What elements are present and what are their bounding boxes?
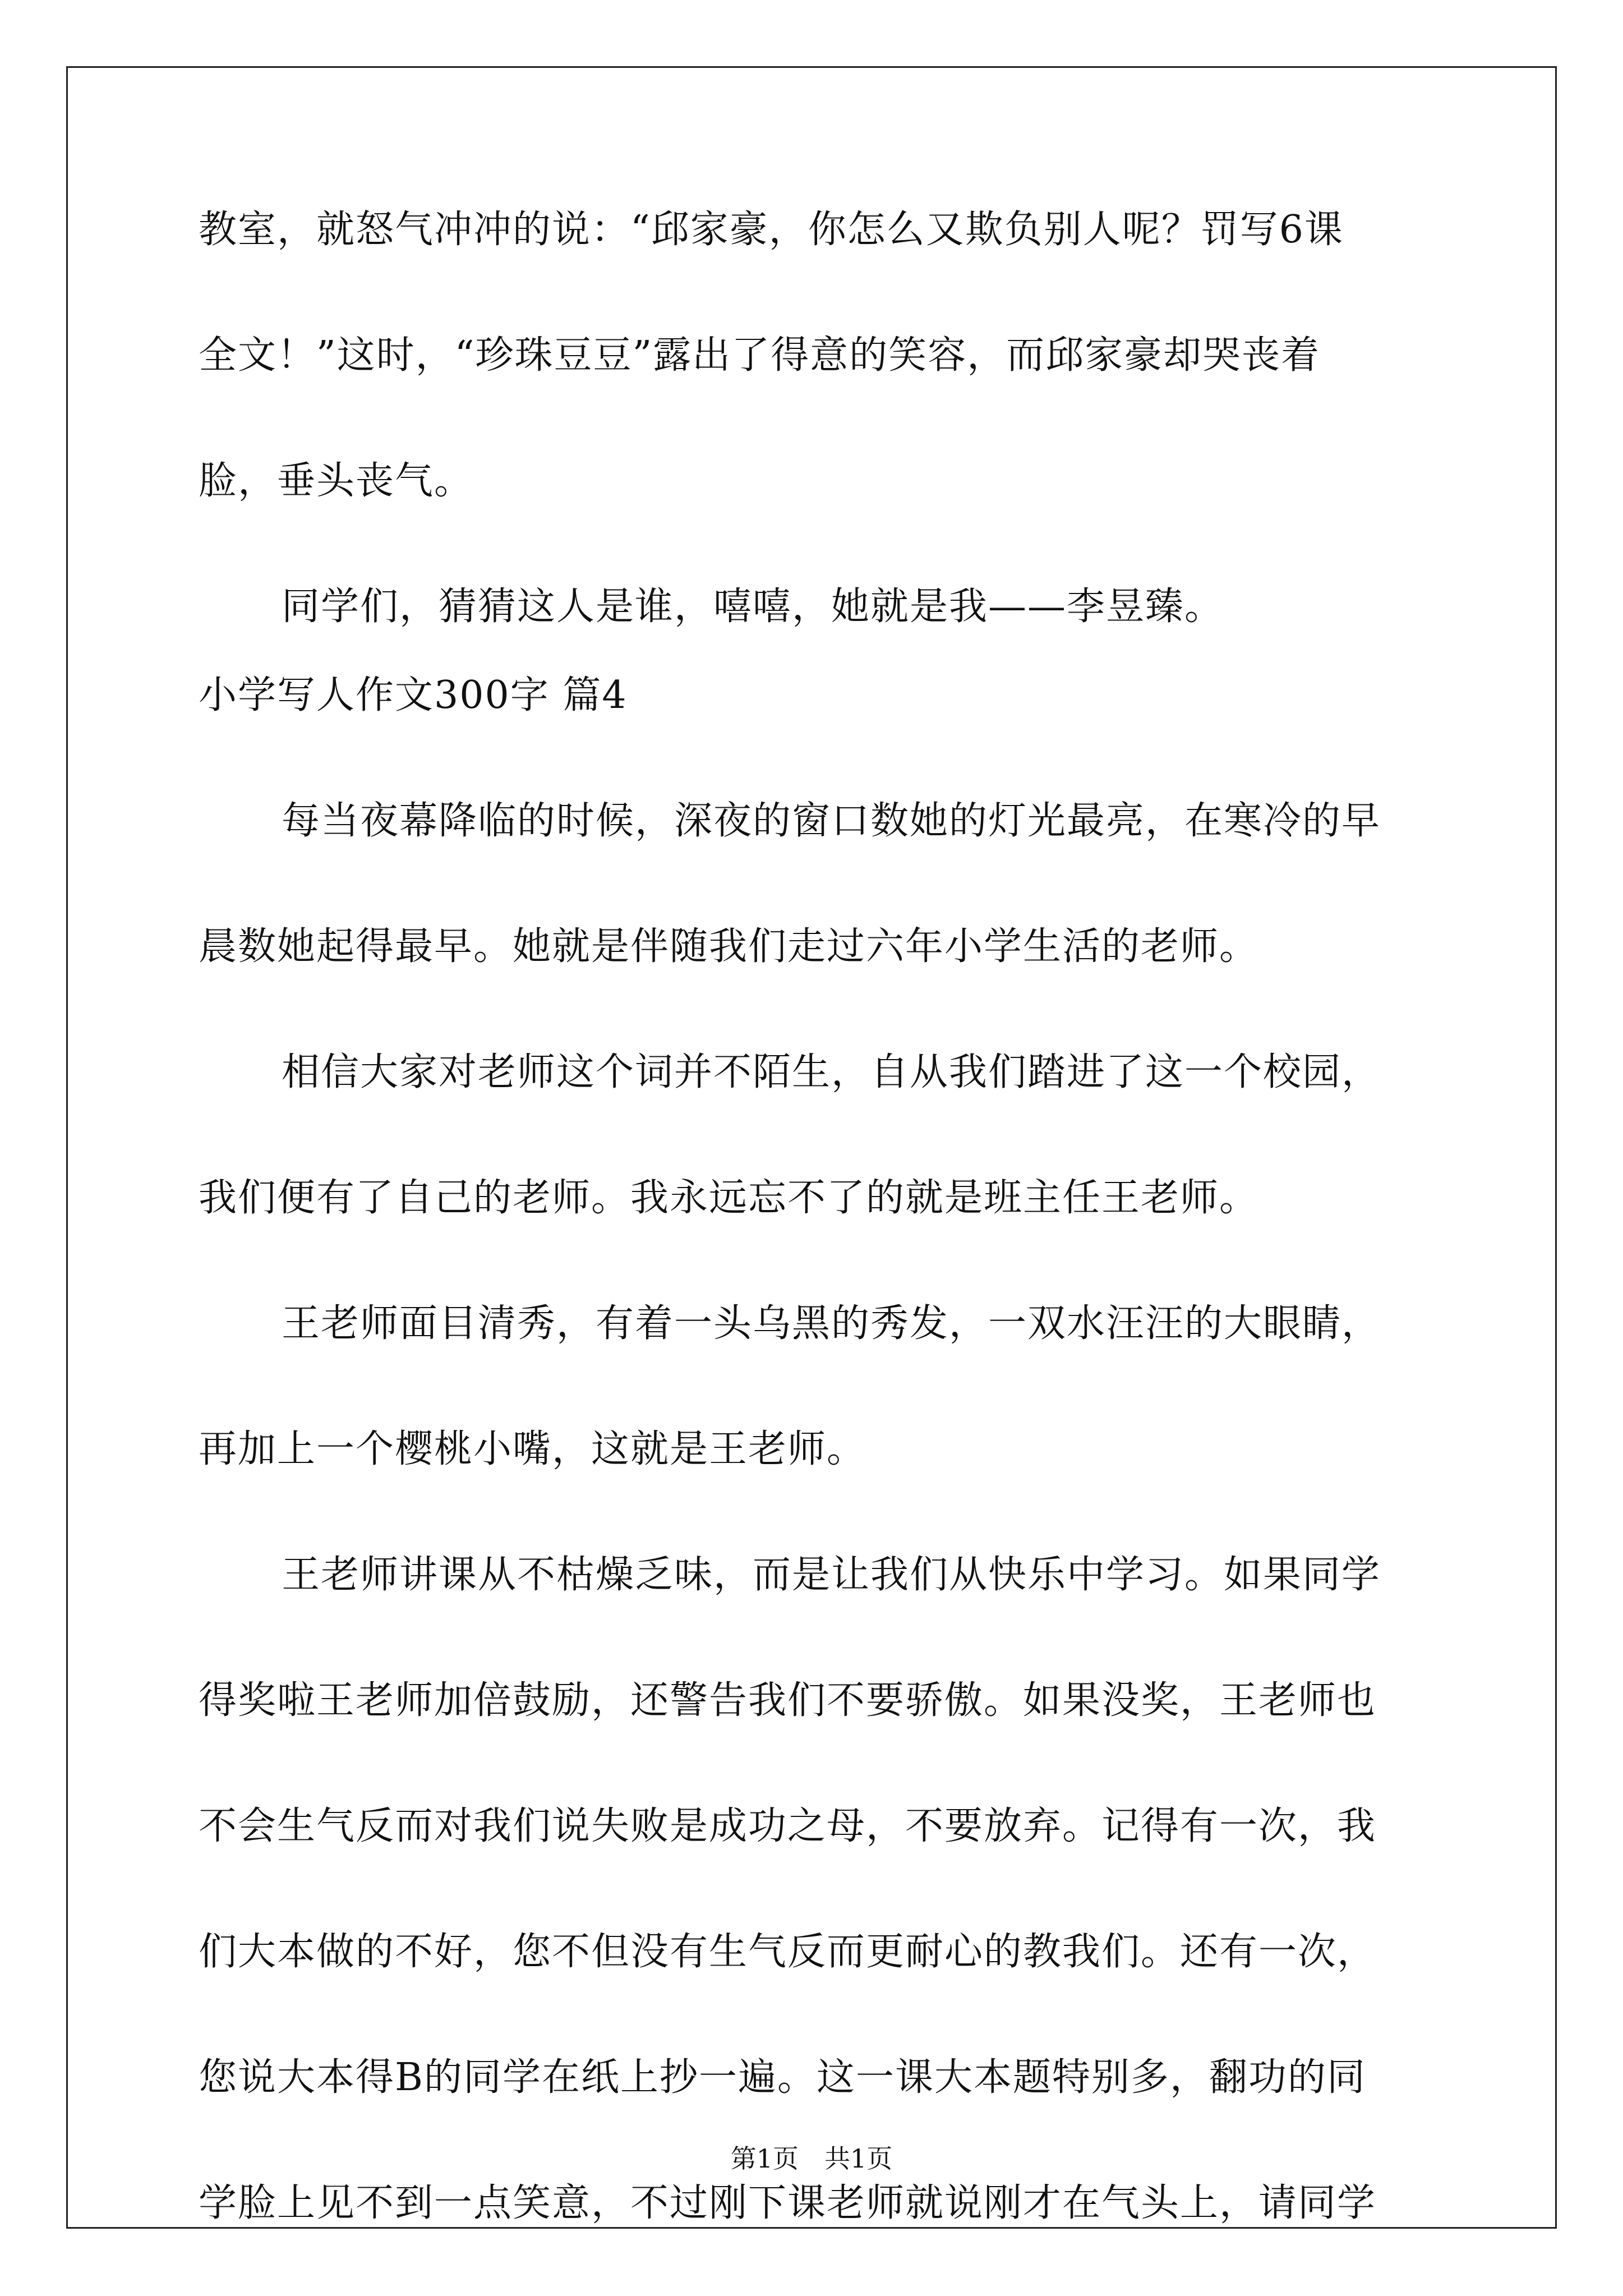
text-line: 全文！”这时，“珍珠豆豆”露出了得意的笑容，而邱家豪却哭丧着 (199, 333, 1321, 378)
text-line: 您说大本得B的同学在纸上抄一遍。这一课大本题特别多，翻功的同 (199, 2055, 1366, 2100)
paragraph (199, 1301, 1431, 1472)
text-line: 教室，就怒气冲冲的说：“邱家豪，你怎么又欺负别人呢？罚写6课 (199, 208, 1344, 252)
text-line: 我们便有了自己的老师。我永远忘不了的就是班主任王老师。 (199, 1176, 1259, 1220)
text-line: 们大本做的不好，您不但没有生气反而更耐心的教我们。还有一次， (199, 1930, 1377, 1974)
section-heading: 小学写人作文300字 篇4 (199, 673, 628, 717)
text-line: 相信大家对老师这个词并不陌生，自从我们踏进了这一个校园， (282, 1050, 1381, 1094)
text-line: 同学们，猜猜这人是谁，嘻嘻，她就是我——李昱臻。 (282, 585, 1224, 629)
paragraph (199, 208, 1431, 504)
text-line: 得奖啦王老师加倍鼓励，还警告我们不要骄傲。如果没奖，王老师也 (199, 1678, 1377, 1723)
text-line: 不会生气反而对我们说失败是成功之母，不要放弃。记得有一次，我 (199, 1804, 1377, 1848)
text-line: 王老师讲课从不枯燥乏味，而是让我们从快乐中学习。如果同学 (282, 1553, 1381, 1597)
paragraph (199, 1553, 1431, 2226)
text-line: 王老师面目清秀，有着一头乌黑的秀发，一双水汪汪的大眼睛， (282, 1301, 1381, 1346)
page-number: 第1页 共1页 (730, 2143, 893, 2174)
text-line: 学脸上见不到一点笑意，不过刚下课老师就说刚才在气头上，请同学 (199, 2181, 1377, 2225)
paragraph (199, 799, 1431, 969)
paragraph (199, 1050, 1431, 1221)
text-line: 晨数她起得最早。她就是伴随我们走过六年小学生活的老师。 (199, 924, 1259, 969)
document-body (199, 208, 1431, 2226)
paragraph (199, 585, 1431, 629)
text-line: 再加上一个樱桃小嘴，这就是王老师。 (199, 1427, 866, 1471)
text-line: 脸，垂头丧气。 (199, 459, 474, 503)
text-line: 每当夜幕降临的时候，深夜的窗口数她的灯光最亮，在寒冷的早 (282, 799, 1381, 843)
